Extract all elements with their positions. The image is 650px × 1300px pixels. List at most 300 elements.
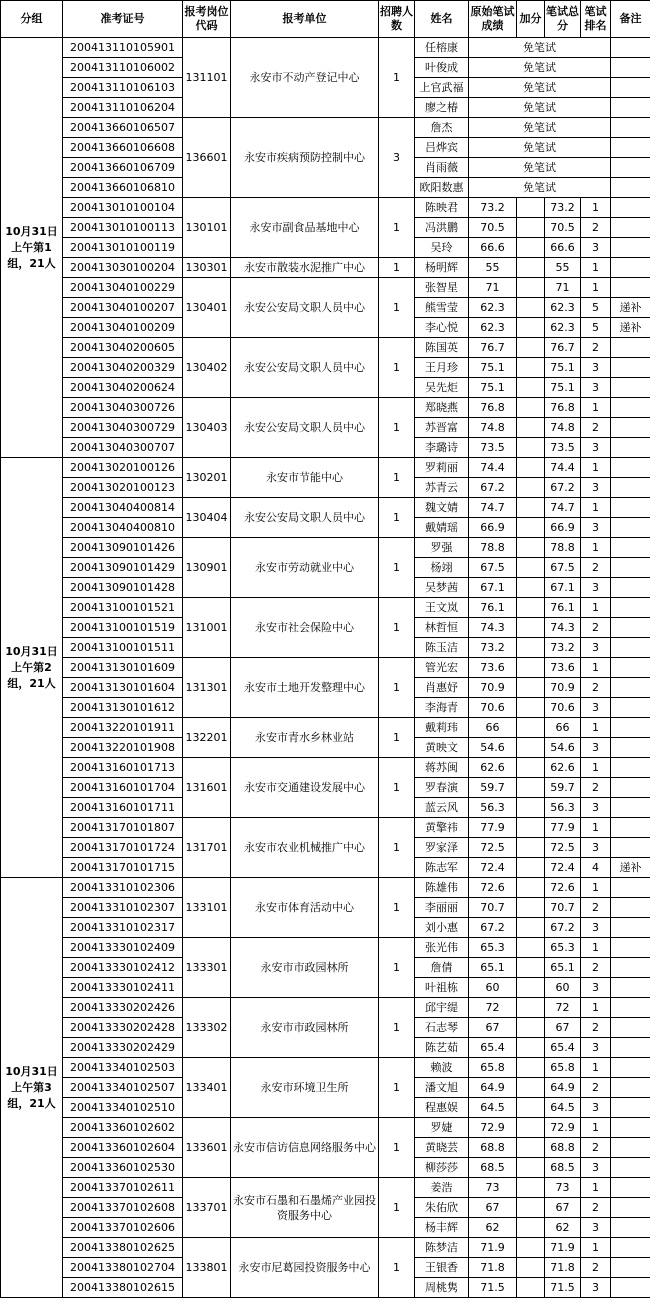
raw-score: 71 [469, 278, 517, 298]
hires-count: 1 [379, 398, 415, 458]
candidate-name: 李丽丽 [415, 898, 469, 918]
note [611, 658, 650, 678]
exam-id: 200413220101908 [63, 738, 183, 758]
exam-id: 200413310102306 [63, 878, 183, 898]
candidate-name: 苏晋富 [415, 418, 469, 438]
exempt-label: 免笔试 [469, 58, 611, 78]
raw-score: 71.9 [469, 1238, 517, 1258]
total-score: 75.1 [545, 378, 581, 398]
bonus [517, 838, 545, 858]
candidate-name: 罗强 [415, 538, 469, 558]
bonus [517, 1098, 545, 1118]
bonus [517, 938, 545, 958]
total-score: 64.5 [545, 1098, 581, 1118]
exam-id: 200413040100207 [63, 298, 183, 318]
rank: 1 [581, 938, 611, 958]
exam-id: 200413360102530 [63, 1158, 183, 1178]
rank: 2 [581, 558, 611, 578]
exam-id: 200413330102409 [63, 938, 183, 958]
raw-score: 62.3 [469, 298, 517, 318]
total-score: 71.5 [545, 1278, 581, 1298]
exam-id: 200413220101911 [63, 718, 183, 738]
note [611, 1258, 650, 1278]
note [611, 918, 650, 938]
total-score: 66.9 [545, 518, 581, 538]
total-score: 71 [545, 278, 581, 298]
candidate-name: 程惠娱 [415, 1098, 469, 1118]
rank: 3 [581, 978, 611, 998]
total-score: 72.6 [545, 878, 581, 898]
unit-name: 永安市土地开发整理中心 [231, 658, 379, 718]
post-code: 132201 [183, 718, 231, 758]
raw-score: 75.1 [469, 378, 517, 398]
exam-id: 200413160101711 [63, 798, 183, 818]
exam-id: 200413170101715 [63, 858, 183, 878]
table-row [1, 1178, 650, 1198]
unit-name: 永安市节能中心 [231, 458, 379, 498]
hires-count: 1 [379, 538, 415, 598]
exempt-label: 免笔试 [469, 158, 611, 178]
rank: 3 [581, 438, 611, 458]
candidate-name: 肖惠妤 [415, 678, 469, 698]
exempt-label: 免笔试 [469, 98, 611, 118]
post-code: 136601 [183, 118, 231, 198]
exam-id: 200413100101511 [63, 638, 183, 658]
exam-id: 200413040100209 [63, 318, 183, 338]
candidate-name: 魏文婧 [415, 498, 469, 518]
header-hires: 招聘人数 [379, 1, 415, 38]
note [611, 598, 650, 618]
rank: 1 [581, 658, 611, 678]
exam-id: 200413130101609 [63, 658, 183, 678]
raw-score: 67.2 [469, 478, 517, 498]
exam-id: 200413170101807 [63, 818, 183, 838]
total-score: 74.7 [545, 498, 581, 518]
raw-score: 54.6 [469, 738, 517, 758]
candidate-name: 管光宏 [415, 658, 469, 678]
post-code: 131101 [183, 38, 231, 118]
raw-score: 65.8 [469, 1058, 517, 1078]
note [611, 618, 650, 638]
header-post-code: 报考岗位代码 [183, 1, 231, 38]
total-score: 68.5 [545, 1158, 581, 1178]
candidate-name: 吕烨宾 [415, 138, 469, 158]
bonus [517, 398, 545, 418]
raw-score: 74.3 [469, 618, 517, 638]
rank: 3 [581, 638, 611, 658]
bonus [517, 518, 545, 538]
rank: 4 [581, 858, 611, 878]
exam-id: 200413040300726 [63, 398, 183, 418]
rank: 5 [581, 318, 611, 338]
exam-id: 200413130101604 [63, 678, 183, 698]
note [611, 1078, 650, 1098]
total-score: 56.3 [545, 798, 581, 818]
note [611, 1278, 650, 1298]
bonus [517, 1178, 545, 1198]
candidate-name: 邱宇缇 [415, 998, 469, 1018]
hires-count: 1 [379, 38, 415, 118]
bonus [517, 718, 545, 738]
table-row [1, 938, 650, 958]
bonus [517, 998, 545, 1018]
raw-score: 56.3 [469, 798, 517, 818]
rank: 3 [581, 698, 611, 718]
total-score: 65.3 [545, 938, 581, 958]
candidate-name: 戴婧瑶 [415, 518, 469, 538]
hires-count: 1 [379, 598, 415, 658]
raw-score: 71.8 [469, 1258, 517, 1278]
table-row [1, 398, 650, 418]
raw-score: 72.9 [469, 1118, 517, 1138]
exam-id: 200413340102507 [63, 1078, 183, 1098]
hires-count: 1 [379, 878, 415, 938]
unit-name: 永安市副食品基地中心 [231, 198, 379, 258]
raw-score: 74.8 [469, 418, 517, 438]
note [611, 1138, 650, 1158]
exam-id: 200413110106103 [63, 78, 183, 98]
rank: 3 [581, 378, 611, 398]
bonus [517, 798, 545, 818]
header-rank: 笔试排名 [581, 1, 611, 38]
total-score: 72.9 [545, 1118, 581, 1138]
table-body [1, 38, 650, 1298]
candidate-name: 朱佑欣 [415, 1198, 469, 1218]
rank: 3 [581, 798, 611, 818]
note [611, 998, 650, 1018]
note [611, 1058, 650, 1078]
header-note: 备注 [611, 1, 650, 38]
raw-score: 59.7 [469, 778, 517, 798]
table-row [1, 1238, 650, 1258]
exam-id: 200413330202426 [63, 998, 183, 1018]
post-code: 133801 [183, 1238, 231, 1298]
exam-id: 200413310102317 [63, 918, 183, 938]
note [611, 358, 650, 378]
exam-id: 200413340102503 [63, 1058, 183, 1078]
rank: 3 [581, 518, 611, 538]
table-row [1, 258, 650, 278]
post-code: 130301 [183, 258, 231, 278]
bonus [517, 378, 545, 398]
exempt-label: 免笔试 [469, 118, 611, 138]
table-row [1, 278, 650, 298]
raw-score: 67 [469, 1018, 517, 1038]
bonus [517, 858, 545, 878]
exam-id: 200413090101428 [63, 578, 183, 598]
candidate-name: 黄映文 [415, 738, 469, 758]
candidate-name: 陈志军 [415, 858, 469, 878]
note [611, 398, 650, 418]
bonus [517, 218, 545, 238]
raw-score: 67.1 [469, 578, 517, 598]
total-score: 67.1 [545, 578, 581, 598]
exam-id: 200413040300707 [63, 438, 183, 458]
total-score: 64.9 [545, 1078, 581, 1098]
exam-id: 200413330102412 [63, 958, 183, 978]
candidate-name: 欧阳数惠 [415, 178, 469, 198]
candidate-name: 石志琴 [415, 1018, 469, 1038]
raw-score: 73 [469, 1178, 517, 1198]
hires-count: 1 [379, 998, 415, 1058]
exam-id: 200413380102625 [63, 1238, 183, 1258]
hires-count: 1 [379, 1238, 415, 1298]
bonus [517, 278, 545, 298]
total-score: 73.2 [545, 638, 581, 658]
note [611, 938, 650, 958]
exam-id: 200413330202428 [63, 1018, 183, 1038]
total-score: 73 [545, 1178, 581, 1198]
candidate-name: 蓝云风 [415, 798, 469, 818]
unit-name: 永安市尼葛园投资服务中心 [231, 1238, 379, 1298]
bonus [517, 758, 545, 778]
bonus [517, 498, 545, 518]
rank: 2 [581, 778, 611, 798]
note [611, 898, 650, 918]
bonus [517, 338, 545, 358]
rank: 1 [581, 758, 611, 778]
total-score: 68.8 [545, 1138, 581, 1158]
note [611, 138, 650, 158]
bonus [517, 438, 545, 458]
header-name: 姓名 [415, 1, 469, 38]
rank: 1 [581, 278, 611, 298]
note [611, 838, 650, 858]
rank: 1 [581, 198, 611, 218]
hires-count: 1 [379, 338, 415, 398]
bonus [517, 1038, 545, 1058]
table-row [1, 198, 650, 218]
note [611, 1158, 650, 1178]
unit-name: 永安市环境卫生所 [231, 1058, 379, 1118]
total-score: 71.8 [545, 1258, 581, 1278]
exam-id: 200413330202429 [63, 1038, 183, 1058]
total-score: 59.7 [545, 778, 581, 798]
raw-score: 74.7 [469, 498, 517, 518]
exam-id: 200413380102615 [63, 1278, 183, 1298]
candidate-name: 姜浩 [415, 1178, 469, 1198]
post-code: 133701 [183, 1178, 231, 1238]
bonus [517, 458, 545, 478]
note [611, 118, 650, 138]
header-group: 分组 [1, 1, 63, 38]
raw-score: 67.2 [469, 918, 517, 938]
rank: 1 [581, 1118, 611, 1138]
exam-id: 200413110106002 [63, 58, 183, 78]
bonus [517, 618, 545, 638]
exam-id: 200413160101713 [63, 758, 183, 778]
raw-score: 67 [469, 1198, 517, 1218]
total-score: 73.6 [545, 658, 581, 678]
table-row [1, 598, 650, 618]
raw-score: 78.8 [469, 538, 517, 558]
table-row [1, 818, 650, 838]
candidate-name: 王月珍 [415, 358, 469, 378]
rank: 2 [581, 418, 611, 438]
rank: 2 [581, 338, 611, 358]
bonus [517, 1078, 545, 1098]
rank: 2 [581, 1138, 611, 1158]
candidate-name: 任榕康 [415, 38, 469, 58]
note [611, 58, 650, 78]
total-score: 70.7 [545, 898, 581, 918]
candidate-name: 陈玉洁 [415, 638, 469, 658]
total-score: 74.8 [545, 418, 581, 438]
total-score: 67 [545, 1018, 581, 1038]
bonus [517, 238, 545, 258]
post-code: 130201 [183, 458, 231, 498]
exam-id: 200413130101612 [63, 698, 183, 718]
candidate-name: 郑晓燕 [415, 398, 469, 418]
bonus [517, 878, 545, 898]
table-row [1, 1058, 650, 1078]
bonus [517, 298, 545, 318]
table-row [1, 498, 650, 518]
table-row [1, 878, 650, 898]
note [611, 1038, 650, 1058]
note [611, 338, 650, 358]
candidate-name: 冯洪鹏 [415, 218, 469, 238]
total-score: 62 [545, 1218, 581, 1238]
hires-count: 1 [379, 258, 415, 278]
note [611, 1218, 650, 1238]
unit-name: 永安公安局文职人员中心 [231, 278, 379, 338]
hires-count: 1 [379, 278, 415, 338]
note [611, 678, 650, 698]
bonus [517, 1198, 545, 1218]
rank: 1 [581, 718, 611, 738]
bonus [517, 198, 545, 218]
bonus [517, 778, 545, 798]
post-code: 133301 [183, 938, 231, 998]
note [611, 218, 650, 238]
candidate-name: 刘小惠 [415, 918, 469, 938]
total-score: 72.5 [545, 838, 581, 858]
exam-id: 200413380102704 [63, 1258, 183, 1278]
total-score: 65.8 [545, 1058, 581, 1078]
note [611, 1118, 650, 1138]
rank: 3 [581, 1278, 611, 1298]
rank: 3 [581, 1038, 611, 1058]
total-score: 76.8 [545, 398, 581, 418]
bonus [517, 1278, 545, 1298]
note [611, 1238, 650, 1258]
rank: 1 [581, 598, 611, 618]
rank: 1 [581, 498, 611, 518]
bonus [517, 578, 545, 598]
bonus [517, 478, 545, 498]
note: 递补 [611, 298, 650, 318]
candidate-name: 黄擎祎 [415, 818, 469, 838]
candidate-name: 陈映君 [415, 198, 469, 218]
bonus [517, 1118, 545, 1138]
note [611, 378, 650, 398]
total-score: 67.5 [545, 558, 581, 578]
table-row [1, 658, 650, 678]
bonus [517, 1238, 545, 1258]
unit-name: 永安市散装水泥推广中心 [231, 258, 379, 278]
raw-score: 70.9 [469, 678, 517, 698]
unit-name: 永安市石墨和石墨烯产业园投资服务中心 [231, 1178, 379, 1238]
exam-id: 200413040300729 [63, 418, 183, 438]
bonus [517, 318, 545, 338]
unit-name: 永安市农业机械推广中心 [231, 818, 379, 878]
raw-score: 62.3 [469, 318, 517, 338]
rank: 1 [581, 258, 611, 278]
note: 递补 [611, 318, 650, 338]
hires-count: 1 [379, 818, 415, 878]
rank: 1 [581, 1058, 611, 1078]
raw-score: 72 [469, 998, 517, 1018]
raw-score: 55 [469, 258, 517, 278]
total-score: 74.3 [545, 618, 581, 638]
raw-score: 70.5 [469, 218, 517, 238]
note [611, 758, 650, 778]
note [611, 958, 650, 978]
note [611, 78, 650, 98]
rank: 3 [581, 1218, 611, 1238]
bonus [517, 418, 545, 438]
unit-name: 永安市青水乡林业站 [231, 718, 379, 758]
bonus [517, 1018, 545, 1038]
candidate-name: 上官武福 [415, 78, 469, 98]
note [611, 1198, 650, 1218]
total-score: 67.2 [545, 478, 581, 498]
candidate-name: 周桃隽 [415, 1278, 469, 1298]
candidate-name: 廖之椿 [415, 98, 469, 118]
post-code: 133601 [183, 1118, 231, 1178]
exempt-label: 免笔试 [469, 38, 611, 58]
rank: 1 [581, 998, 611, 1018]
hires-count: 1 [379, 498, 415, 538]
total-score: 60 [545, 978, 581, 998]
post-code: 130404 [183, 498, 231, 538]
header-row [1, 1, 650, 38]
candidate-name: 罗家泽 [415, 838, 469, 858]
raw-score: 71.5 [469, 1278, 517, 1298]
total-score: 55 [545, 258, 581, 278]
exam-id: 200413660106810 [63, 178, 183, 198]
total-score: 70.9 [545, 678, 581, 698]
exam-id: 200413370102606 [63, 1218, 183, 1238]
table-row [1, 1118, 650, 1138]
total-score: 67 [545, 1198, 581, 1218]
exam-id: 200413370102611 [63, 1178, 183, 1198]
post-code: 130402 [183, 338, 231, 398]
note [611, 518, 650, 538]
post-code: 130901 [183, 538, 231, 598]
post-code: 130403 [183, 398, 231, 458]
table-row [1, 338, 650, 358]
total-score: 73.5 [545, 438, 581, 458]
candidate-name: 罗莉丽 [415, 458, 469, 478]
candidate-name: 詹倩 [415, 958, 469, 978]
hires-count: 1 [379, 658, 415, 718]
note [611, 478, 650, 498]
raw-score: 70.7 [469, 898, 517, 918]
note [611, 278, 650, 298]
unit-name: 永安市疾病预防控制中心 [231, 118, 379, 198]
exempt-label: 免笔试 [469, 138, 611, 158]
candidate-name: 赖波 [415, 1058, 469, 1078]
bonus [517, 258, 545, 278]
total-score: 76.1 [545, 598, 581, 618]
raw-score: 72.5 [469, 838, 517, 858]
unit-name: 永安市市政园林所 [231, 938, 379, 998]
candidate-name: 詹杰 [415, 118, 469, 138]
bonus [517, 358, 545, 378]
exam-id: 200413100101519 [63, 618, 183, 638]
